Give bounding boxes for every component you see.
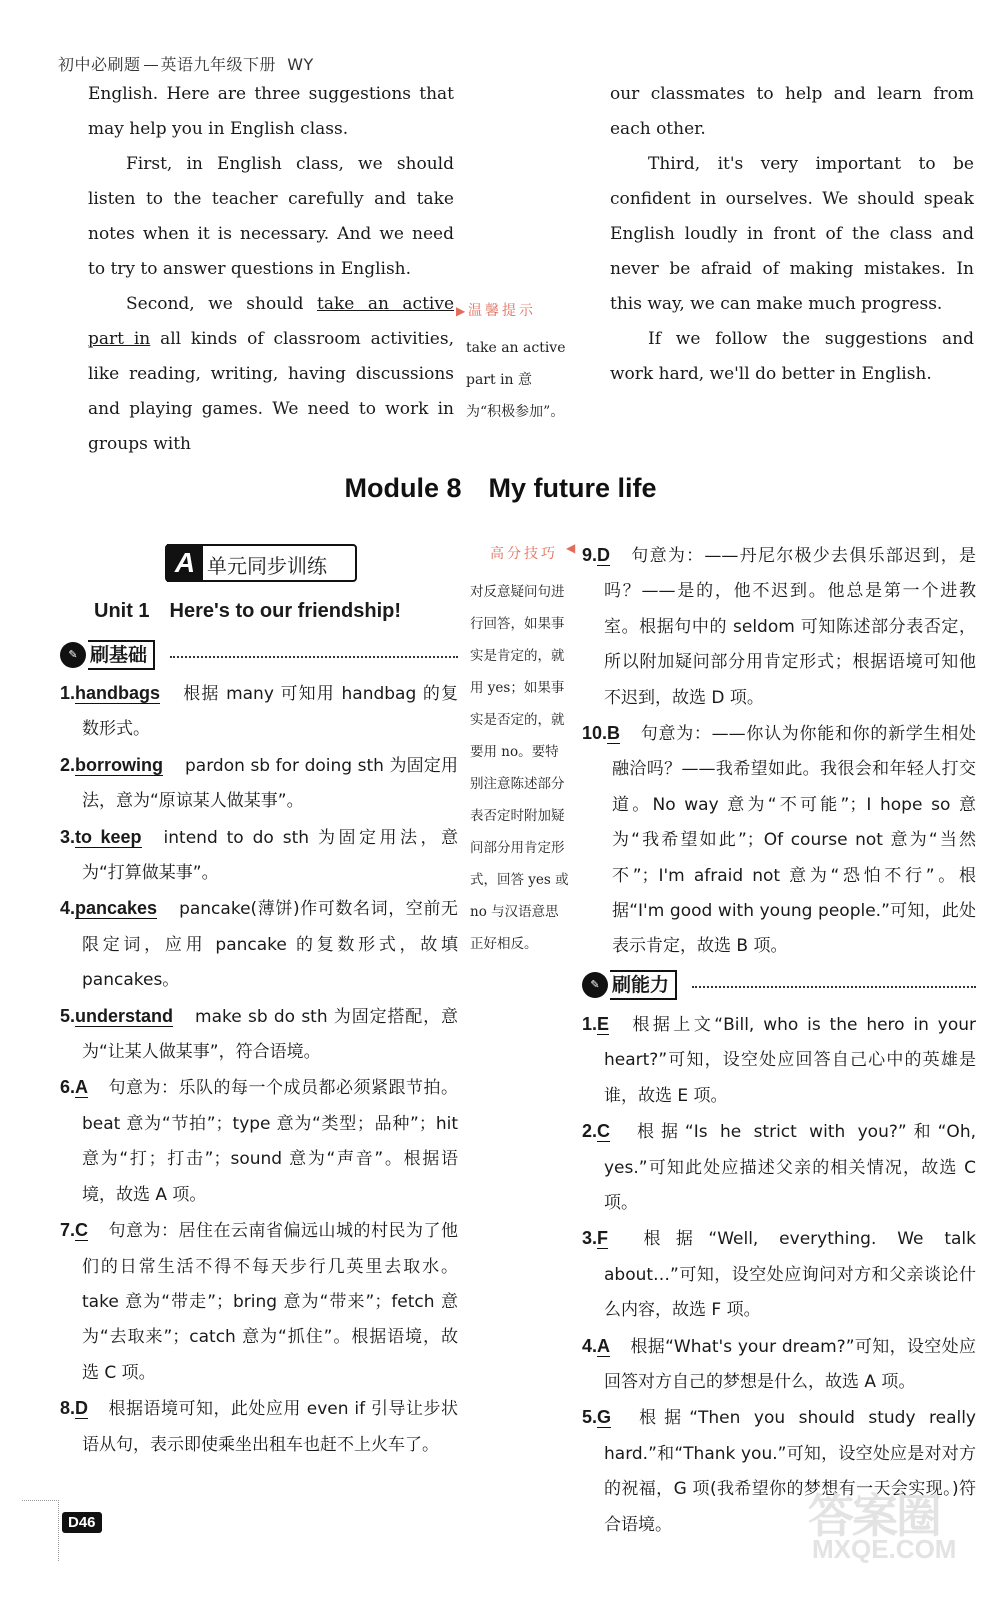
essay-left-column xyxy=(88,77,454,462)
divider-dots xyxy=(170,656,458,658)
essay-phrase-underlined: take an active part in xyxy=(88,294,455,349)
answer-item: 1.E 根据上文“Bill, who is the hero in your heart?”可知，设空处应回答自己心中的英雄是谁，故选 E 项。 xyxy=(582,1014,976,1106)
tip2-title: 高分技巧 xyxy=(490,546,558,562)
tip2-body: 对反意疑问句进行回答，如果事实是肯定的，就用 yes；如果事实是否定的，就要用 no。要特别注意陈述部分表否定时附加疑问部分用肯定形式，回答 yes 或 no 与汉语意思正好相反。 xyxy=(470,584,569,952)
answer-item: 7.C 句意为：居住在云南省偏远山城的村民为了他们的日常生活不得不每天步行几英里去取水。take 意为“带走”；bring 意为“带来”；fetch 意为“去取来”；catch 意为“抓住”。根据语境，故选 C 项。 xyxy=(60,1220,458,1383)
tip-arrow-icon: ▶ xyxy=(456,304,466,318)
essay-para-4: our classmates to help and learn from each other. xyxy=(610,84,974,139)
answer-item: 2.C 根据“Is he strict with you?”和“Oh, yes.”可知此处应描述父亲的相关情况，故选 C 项。 xyxy=(582,1121,976,1214)
section-letter: A xyxy=(167,544,203,582)
essay-para-3 xyxy=(88,287,454,462)
badge-ability-label: 刷能力 xyxy=(610,970,677,1000)
answer-item: 3.to keep intend to do sth 为固定用法，意为“打算做某事”。 xyxy=(60,826,458,884)
answers-basic-left xyxy=(60,676,458,1463)
module-title: Module 8 My future life xyxy=(344,473,657,503)
answer-item: 5.understand make sb do sth 为固定搭配，意为“让某人做某事”，符合语境。 xyxy=(60,1005,458,1063)
essay-para-3-end: all kinds of classroom activities, like reading, writing, having discussions and playing games. We need to work in groups with xyxy=(88,329,455,454)
watermark-url: MXQE.COM xyxy=(812,1534,957,1564)
essay-para-2: First, in English class, we should listen to the teacher carefully and take notes when it is necessary. And we need to try to answer questions in English. xyxy=(88,154,454,279)
answer-item: 1.handbags 根据 many 可知用 handbag 的复数形式。 xyxy=(60,683,458,740)
answer-item: 8.D 根据语境可知，此处应用 even if 引导让步状语从句，表示即使乘坐出租车也赶不上火车了。 xyxy=(60,1398,458,1455)
answers-basic-right xyxy=(582,538,976,965)
answer-item: 10.B 句意为：——你认为你能和你的新学生相处融洽吗？——我希望如此。我很会和年轻人打交道。No way 意为“不可能”；I hope so 意为“我希望如此”；Of course not 意为“当然不”；I'm afraid not 意为“恐怕不行”。根据“I'm good with young people.”可知，此处表示肯定，故选 B 项。 xyxy=(582,723,976,957)
unit-title: Unit 1 Here's to our friendship! xyxy=(94,600,402,622)
badge-basic xyxy=(60,640,155,670)
answer-item: 9.D 句意为：——丹尼尔极少去俱乐部迟到，是吗？——是的，他不迟到。他总是第一个进教室。根据句中的 seldom 可知陈述部分表否定，所以附加疑问部分用肯定形式；根据语境可知他不迟到，故选 D 项。 xyxy=(582,545,976,708)
answers-ability xyxy=(582,1007,976,1543)
answer-item: 4.A 根据“What's your dream?”可知，设空处应回答对方自己的梦想是什么，故选 A 项。 xyxy=(582,1335,976,1393)
essay-para-1: English. Here are three suggestions that may help you in English class. xyxy=(88,84,454,139)
badge-ability xyxy=(582,970,677,1000)
running-header xyxy=(58,52,314,75)
answer-item: 5.G 根据“Then you should study really hard.”和“Thank you.”可知，设空处应是对对方的祝福，G 项(我希望你的梦想有一天会实现。)符合语境。 xyxy=(582,1407,976,1535)
book-title: 初中必刷题 xyxy=(58,55,141,74)
essay-para-5: Third, it's very important to be confident in ourselves. We should speak English loudly in front of the class and never be afraid of making mistakes. In this way, we can make much progress. xyxy=(610,154,974,314)
pen-icon: ✎ xyxy=(60,642,86,668)
answer-item: 6.A 句意为：乐队的每一个成员都必须紧跟节拍。beat 意为“节拍”；type 意为“类型；品种”；hit 意为“打；打击”；sound 意为“声音”。根据语境，故选 A 项。 xyxy=(60,1077,458,1205)
tip-body: take an active part in 意为“积极参加”。 xyxy=(466,340,566,420)
answer-item: 3.F 根据“Well, everything. We talk about…”可知，设空处应询问对方和父亲谈论什么内容，故选 F 项。 xyxy=(582,1228,976,1321)
section-banner xyxy=(165,544,357,582)
edition: WY xyxy=(287,55,314,74)
watermark-logo: 答案圈 xyxy=(808,1489,940,1543)
answer-item: 4.pancakes pancake(薄饼)作可数名词，空前无限定词，应用 pancake 的复数形式，故填 pancakes。 xyxy=(60,898,458,991)
badge-basic-label: 刷基础 xyxy=(88,640,155,670)
essay-para-6: If we follow the suggestions and work hard, we'll do better in English. xyxy=(610,329,974,384)
essay-right-column xyxy=(610,77,974,392)
subject-title: 英语九年级下册 xyxy=(160,55,277,74)
tip-title: 温馨提示 xyxy=(468,303,536,319)
essay-para-3-start: Second, we should xyxy=(126,294,317,314)
answer-item: 2.borrowing pardon sb for doing sth 为固定用法，意为“原谅某人做某事”。 xyxy=(60,754,458,812)
page-number: D46 xyxy=(62,1512,102,1533)
divider-dots xyxy=(692,986,976,988)
section-label: 单元同步训练 xyxy=(207,554,327,578)
tip2-arrow-icon: ◀ xyxy=(566,541,576,555)
pen-icon: ✎ xyxy=(582,972,608,998)
page-corner-mark xyxy=(22,1500,59,1561)
